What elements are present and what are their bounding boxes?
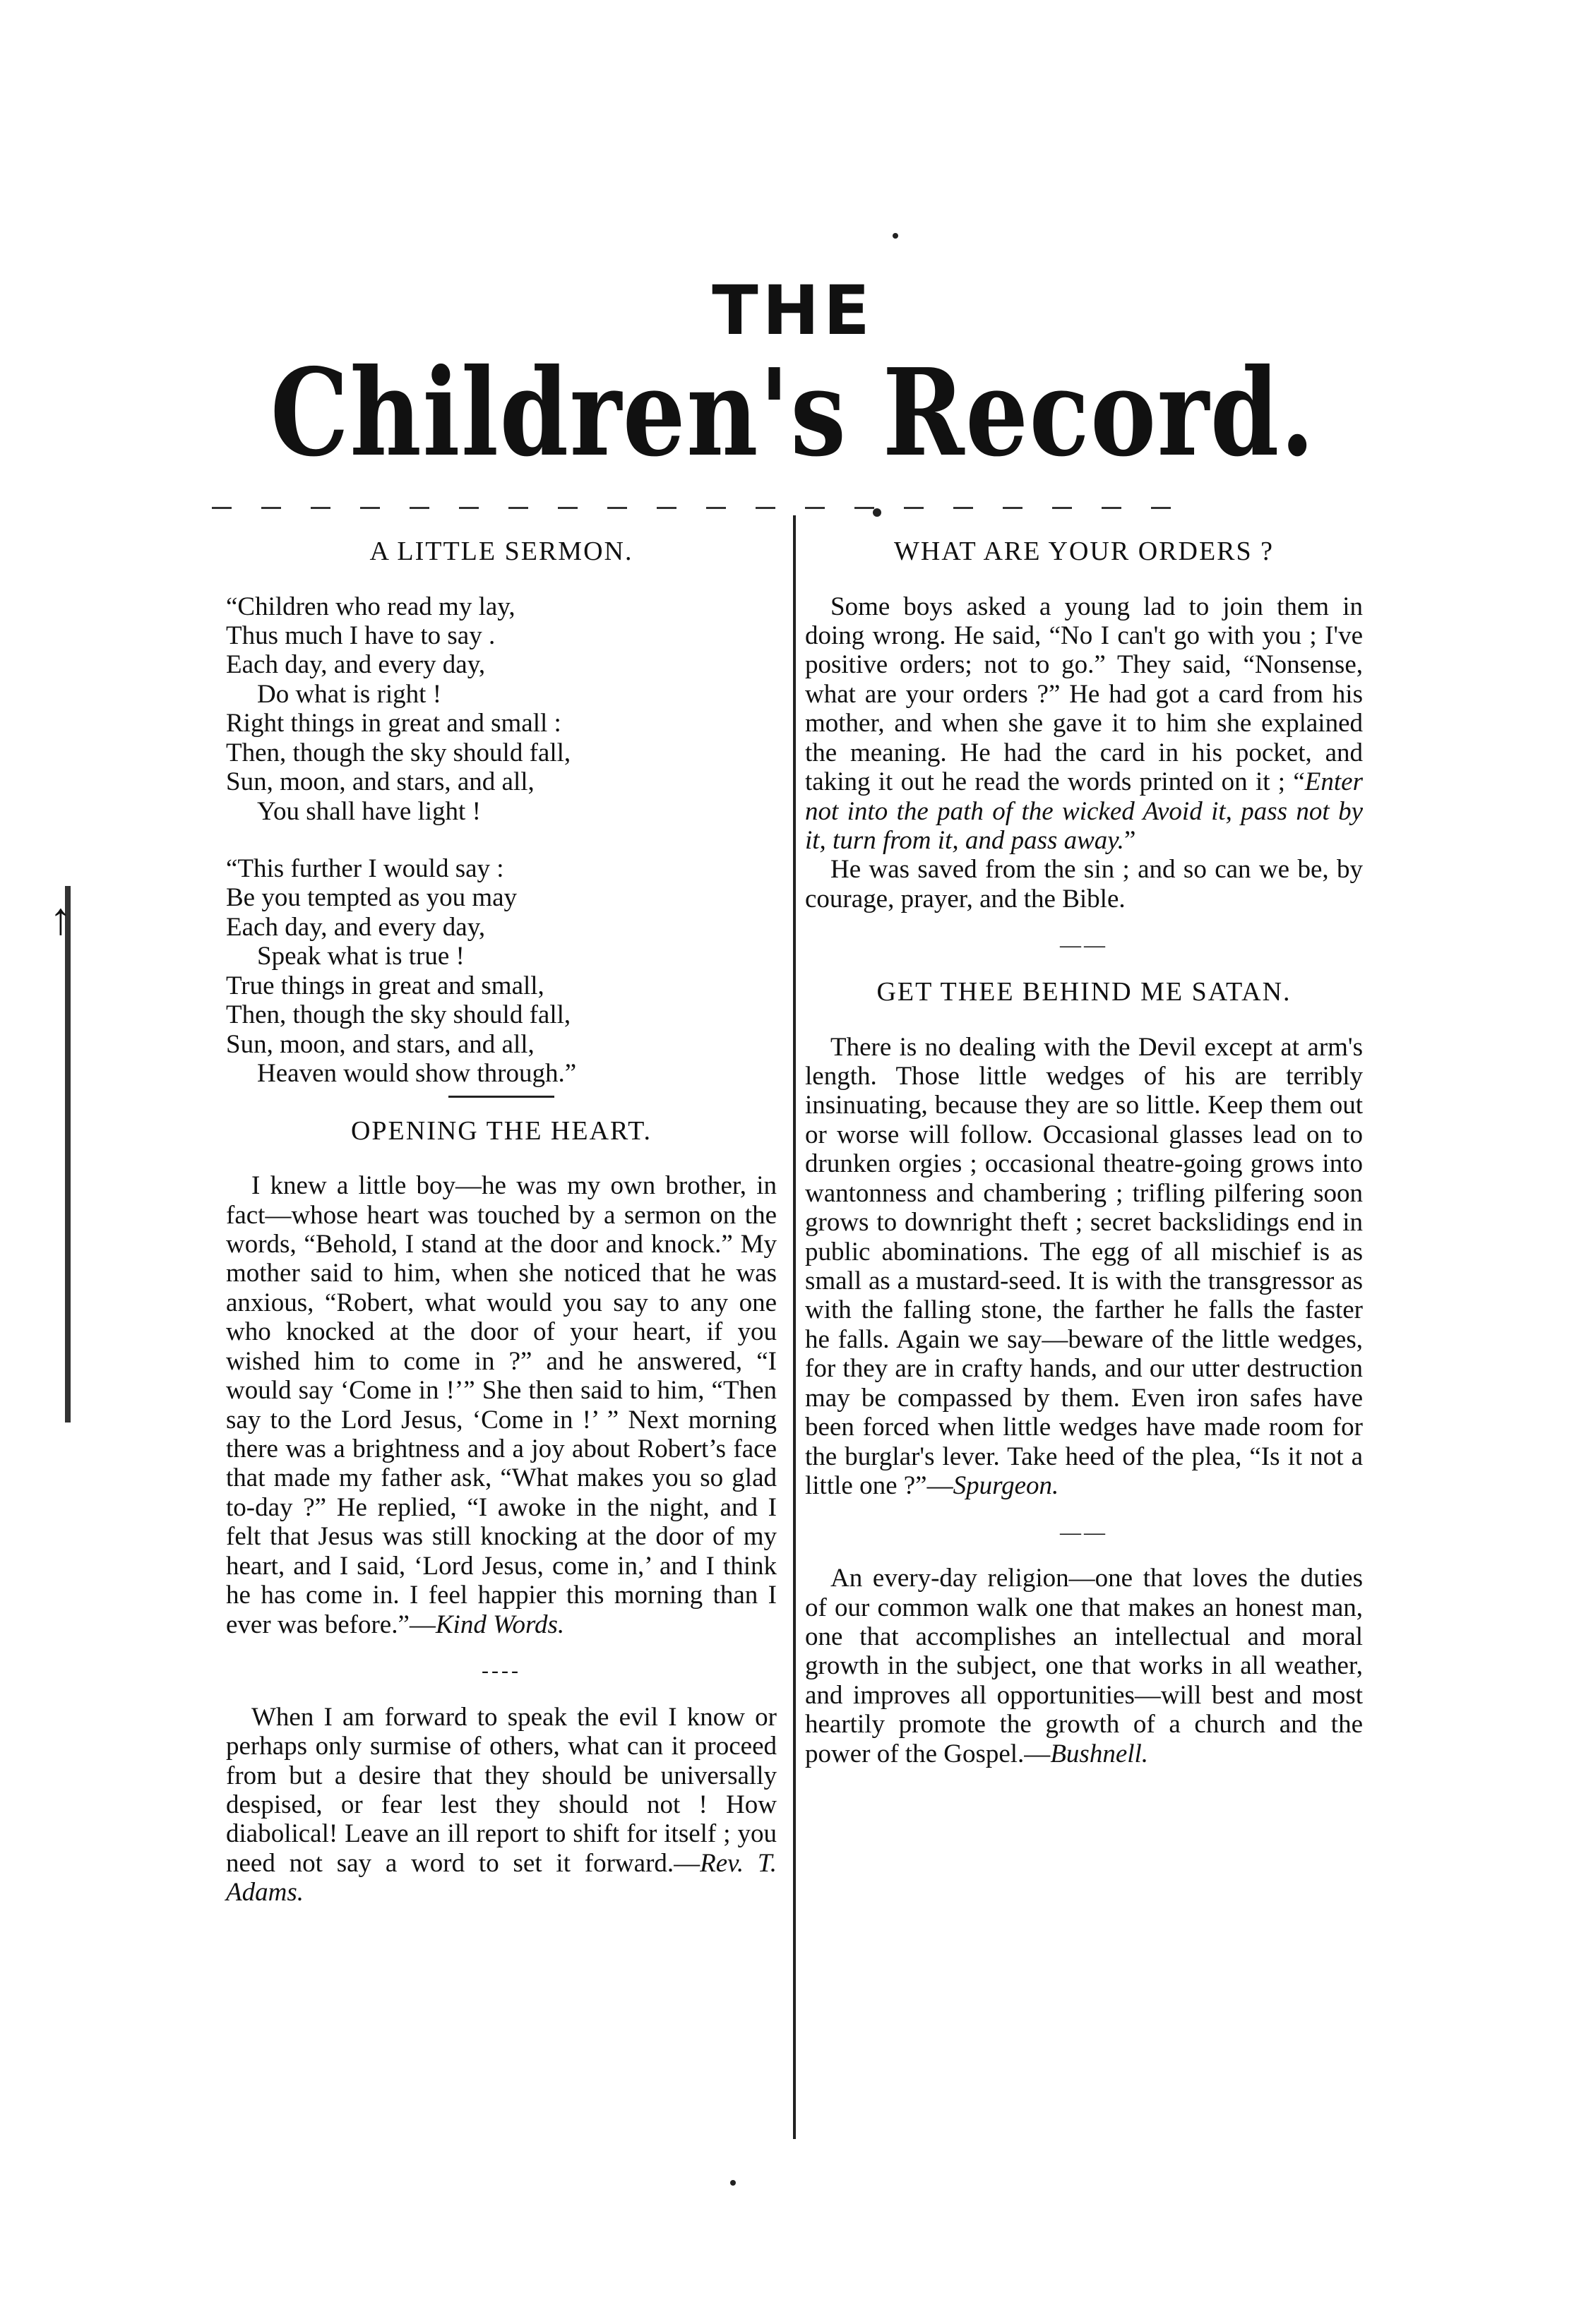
- poem-line: “This further I would say :: [226, 854, 504, 884]
- poem-line: Right things in great and small :: [226, 709, 561, 738]
- ornament-dot: [893, 233, 898, 239]
- orders-heading: WHAT ARE YOUR ORDERS ?: [893, 537, 1275, 566]
- section-rule: [448, 1096, 554, 1098]
- poem-line: “Children who read my lay,: [226, 592, 515, 621]
- poem-line: Be you tempted as you may: [226, 883, 518, 913]
- heart-source: Kind Words.: [435, 1610, 565, 1639]
- religion-source: Bushnell.: [1050, 1739, 1149, 1768]
- margin-bracket: [65, 886, 71, 1422]
- margin-arrow-icon: ↑: [49, 894, 72, 944]
- orders-body: [805, 592, 1363, 856]
- evil-source: Rev. T. Adams.: [226, 1848, 777, 1907]
- left-column: [226, 537, 777, 1907]
- satan-body: [805, 1033, 1363, 1501]
- orders-body-2: He was saved from the sin ; and so can we be, by courage, prayer, and the Bible.: [805, 855, 1363, 914]
- evil-text: When I am forward to speak the evil I know or perhaps only surmise of others, what can it proceed from but a desire that they should be universally despised, or fear lest they should not ! How diabolical! Leave an ill report to shift for itself ; you need not say a word to set it forward.—: [226, 1702, 777, 1878]
- sermon-stanza-2: [226, 854, 777, 1089]
- poem-line: Heaven would show through.”: [257, 1059, 577, 1089]
- poem-line: Then, though the sky should fall,: [226, 1000, 571, 1030]
- poem-line: Then, though the sky should fall,: [226, 738, 571, 767]
- separator: ——: [1060, 933, 1108, 957]
- orders-quote-end: ”: [1123, 826, 1136, 856]
- orders-quote: Enter not into the path of the wicked Avoid it, pass not by it, turn from it, and pass away.: [805, 767, 1363, 856]
- heart-heading: OPENING THE HEART.: [350, 1115, 652, 1146]
- poem-line: Thus much I have to say .: [226, 621, 496, 650]
- poem-line: Sun, moon, and stars, and all,: [226, 767, 535, 797]
- separator: ----: [482, 1659, 521, 1683]
- heart-text: I knew a little boy—he was my own brother, in fact—whose heart was touched by a sermon on the words, “Behold, I stand at the door and knock.” My mother said to him, when she noticed that he was anxious, “Robert, what would you say to any one who knocked at the door of your heart, if you wished him to come in ?” and he answered, “I would say ‘Come in !’” She then said to him, “Then say to the Lord Jesus, ‘Come in !’ ” Next morning there was a brightness and a joy about Robert’s face that made my father ask, “What makes you so glad to-day ?” He replied, “I awoke in the night, and I felt that Jesus was still knocking at the door of my heart, and I said, ‘Lord Jesus, come in,’ and I think he has come in. I feel happier this morning than I ever was before.”—: [226, 1171, 777, 1639]
- poem-line: Each day, and every day,: [226, 912, 486, 942]
- ornament-dot: [873, 508, 881, 517]
- poem-line: You shall have light !: [257, 796, 481, 826]
- column-divider: [793, 515, 796, 2139]
- masthead-title: Children's Record.: [270, 342, 1316, 484]
- header-rule: [212, 507, 1200, 509]
- heart-body: [226, 1171, 777, 1639]
- masthead-the: THE: [712, 271, 874, 350]
- evil-body: [226, 1703, 777, 1907]
- poem-line: Do what is right !: [257, 679, 442, 709]
- sermon-stanza-1: [226, 592, 777, 827]
- poem-line: Each day, and every day,: [226, 650, 486, 680]
- poem-line: True things in great and small,: [226, 971, 544, 1000]
- orders-text: Some boys asked a young lad to join them in doing wrong. He said, “No I can't go with you ; I've positive orders; not to go.” They said, “Nonsense, what are your orders ?” He had got a card from his mother, and when she gave it to him she explained the meaning. He had the card in his pocket, and taking it out he read the words printed on it ; “: [805, 592, 1363, 797]
- poem-line: Speak what is true !: [257, 942, 465, 971]
- satan-heading: GET THEE BEHIND ME SATAN.: [876, 976, 1292, 1007]
- religion-text: An every-day religion—one that loves the duties of our common walk one that makes an honest man, one that accomplishes an intellectual and moral growth in the subject, one that works in all weather, and improves all opportunities—will best and most heartily promote the growth of a church and the power of the Gospel.—: [805, 1564, 1363, 1768]
- ornament-dot: [730, 2180, 736, 2186]
- satan-text: There is no dealing with the Devil except at arm's length. Those little wedges of his are terribly insinuating, because they are so little. Keep them out or worse will follow. Occasional glasses lead on to drunken orgies ; occasional theatre-going grows into wantonness and chambering ; trifling pilfering soon grows to downright theft ; secret backslidings end in public abominations. The egg of all mischief is as small as a mustard-seed. It is with the transgressor as with the falling stone, the farther he falls the faster he falls. Again we say—beware of the little wedges, for they are in crafty hands, and our utter destruction may be compassed by them. Even iron safes have been forced when little wedges have made room for the burglar's lever. Take heed of the plea, “Is it not a little one ?”—: [805, 1032, 1363, 1501]
- religion-body: [805, 1564, 1363, 1768]
- sermon-heading: A LITTLE SERMON.: [369, 537, 633, 566]
- right-column: [805, 537, 1363, 1768]
- satan-source: Spurgeon.: [953, 1471, 1059, 1501]
- poem-line: Sun, moon, and stars, and all,: [226, 1029, 535, 1059]
- separator: ——: [1060, 1520, 1108, 1544]
